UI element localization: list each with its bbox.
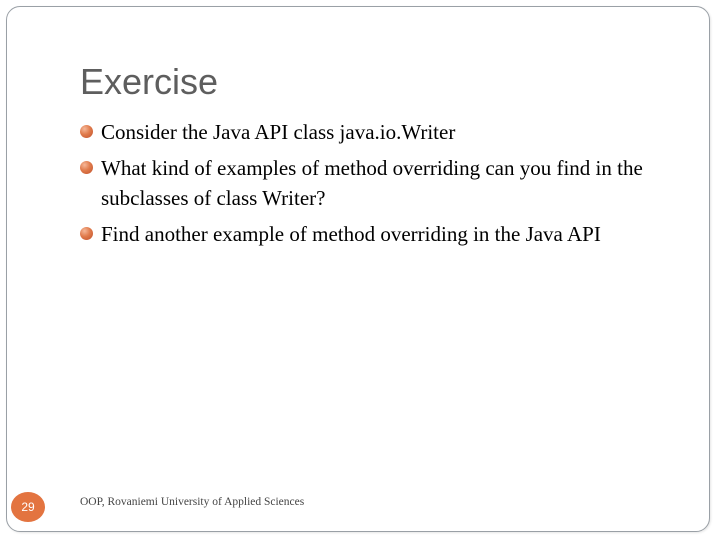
page-number-badge: 29: [11, 492, 45, 522]
bullet-item: [80, 219, 690, 249]
bullet-text: What kind of examples of method overriding can you find in the subclasses of class Writer?: [101, 156, 643, 210]
bullet-item: [80, 153, 690, 213]
slide-title: Exercise: [80, 61, 219, 102]
bullet-list: [80, 117, 690, 255]
bullet-item: [80, 117, 690, 147]
bullet-text: Consider the Java API class java.io.Writer: [101, 120, 456, 144]
bullet-icon: [80, 161, 93, 174]
bullet-icon: [80, 125, 93, 138]
footer-text: OOP, Rovaniemi University of Applied Sciences: [80, 496, 305, 508]
bullet-text: Find another example of method overriding in the Java API: [101, 222, 601, 246]
bullet-icon: [80, 227, 93, 240]
